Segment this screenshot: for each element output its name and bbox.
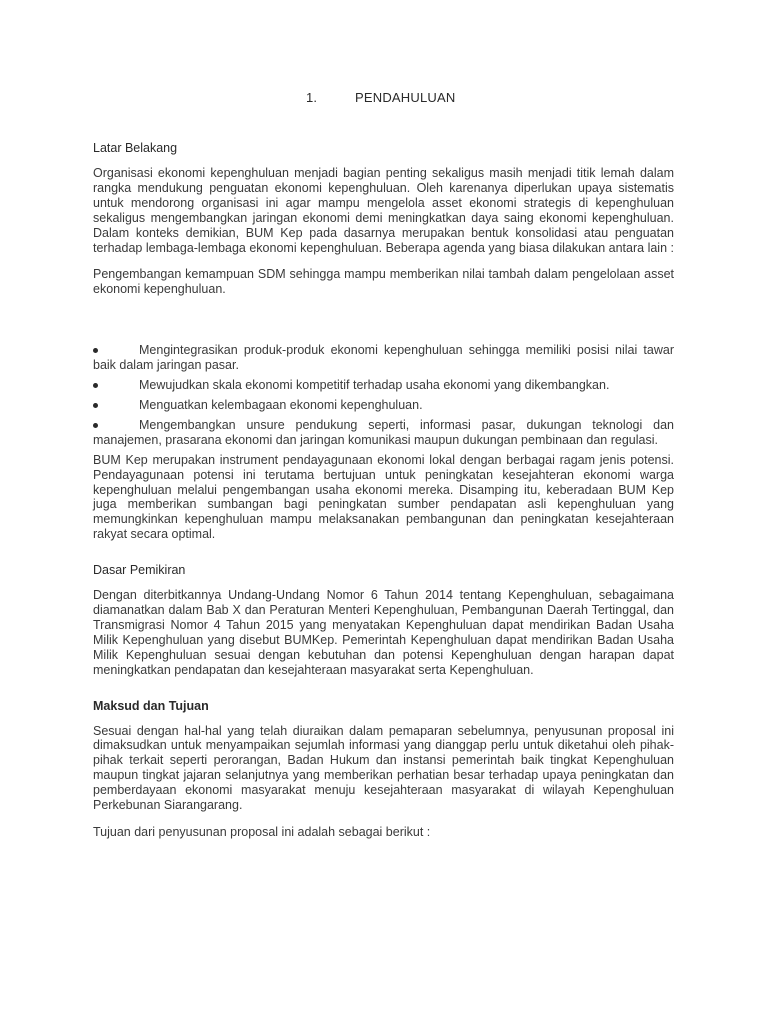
- list-item: Mewujudkan skala ekonomi kompetitif terhadap usaha ekonomi yang dikembangkan.: [93, 378, 674, 393]
- bullet-icon: [93, 423, 98, 428]
- paragraph: Pengembangan kemampuan SDM sehingga mampu memberikan nilai tambah dalam pengelolaan asset ekonomi kepenghuluan.: [93, 267, 674, 297]
- section-title-latar-belakang: Latar Belakang: [93, 141, 178, 155]
- document-page: [93, 90, 674, 840]
- list-item: Menguatkan kelembagaan ekonomi kepenghuluan.: [93, 398, 674, 413]
- paragraph: Tujuan dari penyusunan proposal ini adalah sebagai berikut :: [93, 825, 431, 839]
- chapter-heading: [93, 90, 674, 108]
- paragraph: BUM Kep merupakan instrument pendayagunaan ekonomi lokal dengan berbagai ragam jenis potensi. Pendayagunaan potensi ini terutama bertujuan untuk peningkatan kesejahteran ekonomi warga kepenghuluan melalui pengembangan usaha ekonomi mereka. Disamping itu, keberadaan BUM Kep juga memberikan sumbangan bagi peningkatan sumber pendapatan asli kepenghuluan yang memungkinkan kepenghuluan mampu melaksanakan pembangunan dan peningkatan kesejahteraan rakyat secara optimal.: [93, 452, 674, 542]
- chapter-number: 1.: [306, 90, 318, 105]
- list-item: Mengintegrasikan produk-produk ekonomi kepenghuluan sehingga memiliki posisi nilai tawar baik dalam jaringan pasar.: [93, 343, 674, 373]
- section-title-dasar-pemikiran: Dasar Pemikiran: [93, 563, 186, 578]
- paragraph: Dengan diterbitkannya Undang-Undang Nomor 6 Tahun 2014 tentang Kepenghuluan, sebagaimana diamanatkan dalam Bab X dan Peraturan Menteri Kepenghuluan, Pembangunan Daerah Tertinggal, dan Transmigrasi Nomor 4 Tahun 2015 yang menyatakan Kepenghuluan dapat mendirikan Badan Usaha Milik Kepenghuluan yang disebut BUMKep. Pemerintah Kepenghuluan dapat mendirikan Badan Usaha Milik Kepenghuluan sesuai dengan kebutuhan dan potensi Kepenghuluan dengan harapan dapat meningkatkan pendapatan dan kesejahteraan masyarakat serta Kepenghuluan.: [93, 588, 674, 677]
- chapter-title: PENDAHULUAN: [355, 90, 456, 105]
- paragraph: Sesuai dengan hal-hal yang telah diuraikan dalam pemaparan sebelumnya, penyusunan proposal ini dimaksudkan untuk menyampaikan sejumlah informasi yang dianggap perlu untuk diketahui oleh pihak-pihak terkait seperti perorangan, Badan Hukum dan instansi pemerintah baik tingkat Kepenghuluan maupun tingkat jajaran selanjutnya yang memberikan perhatian besar terhadap upaya peningkatan dan pemberdayaan ekonomi masyarakat menuju kesejahteraan masyarakat di wilayah Kepenghuluan Perkebunan Siarangarang.: [93, 723, 674, 813]
- list-item: Mengembangkan unsure pendukung seperti, informasi pasar, dukungan teknologi dan manajemen, prasarana ekonomi dan jaringan komunikasi maupun dukungan pembinaan dan regulasi.: [93, 417, 674, 447]
- bullet-icon: [93, 403, 98, 408]
- section-title-maksud-tujuan: Maksud dan Tujuan: [93, 698, 209, 713]
- paragraph: Organisasi ekonomi kepenghuluan menjadi bagian penting sekaligus masih menjadi titik lemah dalam rangka mendukung penguatan ekonomi kepenghuluan. Oleh karenanya diperlukan upaya sistematis untuk mendorong organisasi ini agar mampu mengelola asset ekonomi strategis di kepenghuluan sekaligus mengembangkan jaringan ekonomi demi meningkatkan daya saing ekonomi kepenghuluan. Dalam konteks demikian, BUM Kep pada dasarnya merupakan bentuk konsolidasi atau penguatan terhadap lembaga-lembaga ekonomi kepenghuluan. Beberapa agenda yang biasa dilakukan antara lain :: [93, 166, 674, 255]
- bullet-list: [93, 343, 674, 447]
